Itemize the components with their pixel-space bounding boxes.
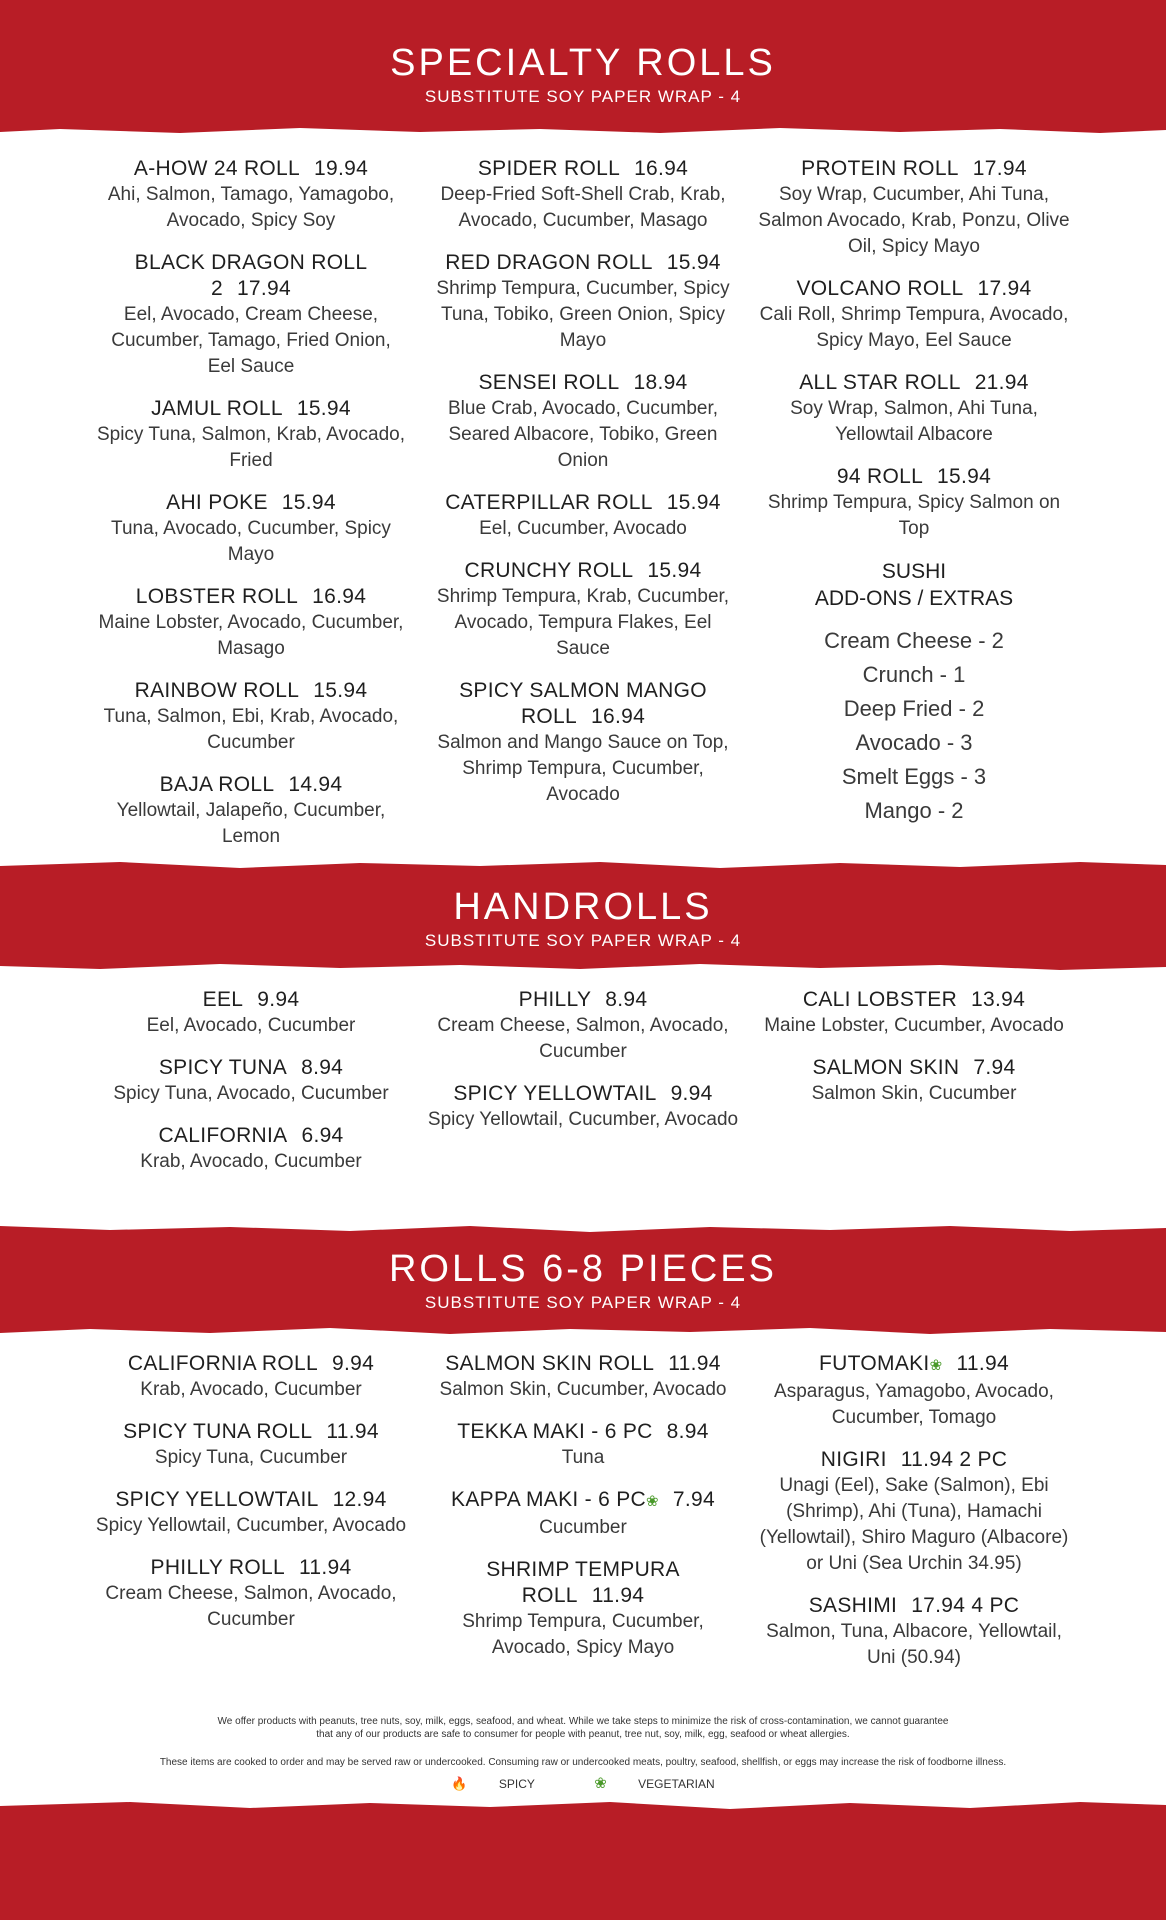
section-subtitle: SUBSTITUTE SOY PAPER WRAP - 4 xyxy=(424,931,742,950)
item-name: BAJA ROLL xyxy=(159,773,275,796)
menu-item xyxy=(427,250,739,354)
menu-item xyxy=(427,558,739,662)
item-name-line xyxy=(95,987,407,1013)
item-price: 19.94 xyxy=(314,157,369,180)
item-name: LOBSTER ROLL xyxy=(135,585,299,608)
menu-item xyxy=(427,1081,739,1133)
item-name: VOLCANO ROLL xyxy=(796,277,964,300)
item-name-line xyxy=(95,1123,407,1149)
item-description: Soy Wrap, Cucumber, Ahi Tuna, Salmon Avocado, Krab, Ponzu, Olive Oil, Spicy Mayo xyxy=(758,184,1070,257)
item-price: 6.94 xyxy=(301,1124,344,1147)
bottom-band xyxy=(0,1811,1166,1920)
item-name-line xyxy=(95,1351,407,1377)
item-name: TEKKA MAKI - 6 PC xyxy=(457,1420,653,1443)
menu-item xyxy=(758,156,1070,260)
menu-item xyxy=(427,987,739,1065)
item-price: 9.94 xyxy=(670,1082,713,1105)
item-price: 7.94 xyxy=(672,1488,715,1511)
item-description: Krab, Avocado, Cucumber xyxy=(140,1151,362,1172)
item-description: Shrimp Tempura, Cucumber, Avocado, Spicy Mayo xyxy=(462,1611,704,1658)
item-name-line xyxy=(427,987,739,1013)
menu-item xyxy=(95,987,407,1039)
brush-edge xyxy=(0,1326,1166,1336)
addon-item: Crunch - 1 xyxy=(862,662,966,687)
item-description: Eel, Avocado, Cream Cheese, Cucumber, Tamago, Fried Onion, Eel Sauce xyxy=(111,304,391,377)
allergy-line-1: We offer products with peanuts, tree nuts, soy, milk, eggs, seafood, and wheat. While we take steps to minimize the risk of cross-contamination, we cannot guarantee xyxy=(217,1716,949,1727)
item-name: AHI POKE xyxy=(166,491,268,514)
item-name: CALIFORNIA ROLL xyxy=(127,1352,318,1375)
rolls-header-band xyxy=(0,1234,1166,1328)
item-name: SPICY YELLOWTAIL xyxy=(115,1488,319,1511)
item-price: 15.94 xyxy=(281,491,336,514)
menu-item xyxy=(427,1419,739,1471)
item-name: PROTEIN ROLL xyxy=(801,157,959,180)
item-price: 15.94 xyxy=(666,251,721,274)
allergy-line-2: that any of our products are safe to consumer for people with peanut, tree nut, soy, milk, egg, seafood or wheat allergies. xyxy=(316,1729,850,1740)
item-price: 12.94 xyxy=(332,1488,387,1511)
item-name-line xyxy=(95,1555,407,1581)
item-name-line xyxy=(758,464,1070,490)
item-price: 15.94 xyxy=(296,397,351,420)
item-name-line xyxy=(427,1487,739,1515)
item-name-line xyxy=(95,156,407,182)
rolls-column-3 xyxy=(758,1351,1070,1687)
item-name: CALI LOBSTER xyxy=(802,988,958,1011)
item-description: Cali Roll, Shrimp Tempura, Avocado, Spicy Mayo, Eel Sauce xyxy=(759,304,1069,351)
item-name-line xyxy=(427,250,739,276)
section-title: SPECIALTY ROLLS xyxy=(390,42,776,84)
item-name: CRUNCHY ROLL xyxy=(464,559,634,582)
brush-edge xyxy=(0,962,1166,972)
item-description: Cream Cheese, Salmon, Avocado, Cucumber xyxy=(105,1583,397,1630)
item-name-line xyxy=(95,1419,407,1445)
item-name-line xyxy=(427,490,739,516)
section-title: ROLLS 6-8 PIECES xyxy=(388,1248,778,1290)
item-price: 16.94 xyxy=(634,157,689,180)
item-description: Spicy Yellowtail, Cucumber, Avocado xyxy=(95,1515,407,1536)
menu-item xyxy=(95,1487,407,1539)
brush-edge xyxy=(0,1224,1166,1234)
menu-item xyxy=(95,490,407,568)
handrolls-column-2 xyxy=(427,987,739,1149)
item-name-line xyxy=(427,678,739,730)
item-price: 17.94 xyxy=(977,277,1032,300)
menu-item xyxy=(95,1351,407,1403)
item-name: SALMON SKIN ROLL xyxy=(445,1352,655,1375)
item-price: 8.94 xyxy=(301,1056,344,1079)
menu-item xyxy=(427,370,739,474)
leaf-icon: ❀ xyxy=(646,1493,659,1510)
section-subtitle: SUBSTITUTE SOY PAPER WRAP - 4 xyxy=(424,87,742,106)
menu-item xyxy=(427,156,739,234)
item-name-line xyxy=(758,1055,1070,1081)
item-description: Salmon Skin, Cucumber xyxy=(811,1083,1017,1104)
item-price: 17.94 xyxy=(972,157,1027,180)
item-price: 17.94 4 PC xyxy=(911,1594,1020,1617)
menu-item xyxy=(427,490,739,542)
item-description: Salmon Skin, Cucumber, Avocado xyxy=(439,1379,727,1400)
item-description: Spicy Tuna, Avocado, Cucumber xyxy=(113,1083,389,1104)
brush-edge xyxy=(0,126,1166,136)
item-name: SPICY TUNA ROLL xyxy=(123,1420,313,1443)
specialty-column-3 xyxy=(758,156,1070,828)
item-name: JAMUL ROLL xyxy=(151,397,283,420)
item-description: Ahi, Salmon, Tamago, Yamagobo, Avocado, Spicy Soy xyxy=(107,184,395,231)
item-description: Eel, Avocado, Cucumber xyxy=(146,1015,356,1036)
menu-item xyxy=(758,1447,1070,1577)
menu-item xyxy=(95,678,407,756)
item-description: Salmon and Mango Sauce on Top, Shrimp Tempura, Cucumber, Avocado xyxy=(437,732,729,805)
item-description: Tuna, Salmon, Ebi, Krab, Avocado, Cucumber xyxy=(103,706,399,753)
item-name: CALIFORNIA xyxy=(158,1124,288,1147)
menu-item xyxy=(95,772,407,850)
item-price: 18.94 xyxy=(633,371,688,394)
addon-item: Deep Fried - 2 xyxy=(843,696,985,721)
menu-item xyxy=(427,1557,739,1661)
addons-title-line-2: ADD-ONS / EXTRAS xyxy=(814,587,1014,610)
item-name-line xyxy=(95,772,407,798)
leaf-icon: ❀ xyxy=(594,1775,607,1792)
item-name: PHILLY xyxy=(518,988,592,1011)
flame-icon: 🔥 xyxy=(451,1776,468,1791)
item-description: Deep-Fried Soft-Shell Crab, Krab, Avocado, Cucumber, Masago xyxy=(440,184,726,231)
item-name-line xyxy=(427,558,739,584)
item-name-line xyxy=(95,678,407,704)
item-price: 9.94 xyxy=(257,988,300,1011)
item-name-line xyxy=(95,584,407,610)
brush-edge xyxy=(0,860,1166,870)
addon-item: Smelt Eggs - 3 xyxy=(841,764,987,789)
addons-list xyxy=(758,624,1070,828)
item-description: Eel, Cucumber, Avocado xyxy=(479,518,687,539)
section-title: HANDROLLS xyxy=(453,886,713,928)
item-price: 11.94 2 PC xyxy=(900,1448,1008,1471)
item-price: 15.94 xyxy=(666,491,721,514)
item-price: 13.94 xyxy=(971,988,1026,1011)
rolls-column-1 xyxy=(95,1351,407,1649)
specialty-column-2 xyxy=(427,156,739,824)
item-price: 8.94 xyxy=(666,1420,709,1443)
item-description: Soy Wrap, Salmon, Ahi Tuna, Yellowtail Albacore xyxy=(790,398,1038,445)
item-name-line xyxy=(427,1557,739,1609)
item-description: Krab, Avocado, Cucumber xyxy=(140,1379,362,1400)
menu-item xyxy=(758,987,1070,1039)
item-name: 94 ROLL xyxy=(836,465,924,488)
handrolls-column-3 xyxy=(758,987,1070,1123)
item-price: 7.94 xyxy=(973,1056,1016,1079)
item-name-line xyxy=(758,156,1070,182)
item-name: NIGIRI xyxy=(820,1448,887,1471)
item-name-line xyxy=(758,1447,1070,1473)
item-name: A-HOW 24 ROLL xyxy=(133,157,301,180)
item-name: SPICY YELLOWTAIL xyxy=(453,1082,657,1105)
item-name-line xyxy=(95,1487,407,1513)
item-name-line xyxy=(95,1055,407,1081)
menu-item xyxy=(758,276,1070,354)
item-description: Cucumber xyxy=(539,1517,627,1538)
item-name-line xyxy=(95,250,407,302)
item-name: BLACK DRAGON ROLL 2 xyxy=(134,251,368,300)
icon-legend xyxy=(0,1774,1166,1792)
item-description: Maine Lobster, Cucumber, Avocado xyxy=(764,1015,1064,1036)
item-price: 15.94 xyxy=(937,465,992,488)
item-name-line xyxy=(427,370,739,396)
handrolls-column-1 xyxy=(95,987,407,1191)
item-name: SALMON SKIN xyxy=(812,1056,960,1079)
item-name-line xyxy=(95,396,407,422)
item-price: 11.94 xyxy=(668,1352,721,1375)
menu-item xyxy=(427,1351,739,1403)
item-name: SPIDER ROLL xyxy=(477,157,621,180)
menu-item xyxy=(758,1351,1070,1431)
raw-food-notice: These items are cooked to order and may be served raw or undercooked. Consuming raw or undercooked meats, poultry, seafood, shellfish, or eggs may increase the risk of foodborne illness. xyxy=(159,1757,1007,1768)
item-description: Maine Lobster, Avocado, Cucumber, Masago xyxy=(98,612,404,659)
item-name-line xyxy=(427,1351,739,1377)
item-description: Spicy Yellowtail, Cucumber, Avocado xyxy=(427,1109,739,1130)
item-description: Spicy Tuna, Salmon, Krab, Avocado, Fried xyxy=(96,424,406,471)
item-description: Blue Crab, Avocado, Cucumber, Seared Albacore, Tobiko, Green Onion xyxy=(447,398,719,471)
item-price: 14.94 xyxy=(288,773,343,796)
menu-item xyxy=(95,1555,407,1633)
item-name: SPICY TUNA xyxy=(158,1056,288,1079)
menu-item xyxy=(758,1593,1070,1671)
item-name-line xyxy=(758,987,1070,1013)
item-description: Asparagus, Yamagobo, Avocado, Cucumber, Tomago xyxy=(774,1381,1054,1428)
item-price: 11.94 xyxy=(326,1420,379,1443)
menu-item xyxy=(758,1055,1070,1107)
item-name-line xyxy=(95,490,407,516)
item-name-line xyxy=(758,370,1070,396)
rolls-column-2 xyxy=(427,1351,739,1677)
item-name: ALL STAR ROLL xyxy=(799,371,961,394)
item-price: 9.94 xyxy=(331,1352,375,1375)
item-name: SPICY SALMON MANGO ROLL xyxy=(459,679,707,728)
item-name-line xyxy=(758,276,1070,302)
leaf-icon: ❀ xyxy=(929,1357,943,1374)
item-description: Cream Cheese, Salmon, Avocado, Cucumber xyxy=(437,1015,729,1062)
legend-vegetarian: ❀ VEGETARIAN xyxy=(594,1775,715,1792)
item-price: 17.94 xyxy=(236,277,292,300)
menu-item xyxy=(95,584,407,662)
allergy-notice xyxy=(120,1715,1046,1741)
legend-spicy: 🔥 SPICY xyxy=(451,1776,535,1791)
item-name: CATERPILLAR ROLL xyxy=(445,491,653,514)
item-name: SENSEI ROLL xyxy=(478,371,620,394)
menu-item xyxy=(95,396,407,474)
menu-item xyxy=(95,1419,407,1471)
menu-item xyxy=(95,250,407,380)
item-description: Tuna xyxy=(561,1447,605,1468)
item-description: Salmon, Tuna, Albacore, Yellowtail, Uni (50.94) xyxy=(766,1621,1062,1668)
menu-item xyxy=(758,464,1070,542)
item-price: 16.94 xyxy=(312,585,367,608)
item-price: 15.94 xyxy=(647,559,702,582)
menu-item xyxy=(95,1123,407,1175)
item-description: Yellowtail, Jalapeño, Cucumber, Lemon xyxy=(116,800,386,847)
addon-item: Cream Cheese - 2 xyxy=(824,628,1004,653)
item-price: 8.94 xyxy=(605,988,648,1011)
item-name: PHILLY ROLL xyxy=(150,1556,285,1579)
specialty-column-1 xyxy=(95,156,407,866)
item-description: Shrimp Tempura, Spicy Salmon on Top xyxy=(767,492,1061,539)
item-price: 21.94 xyxy=(974,371,1029,394)
item-name-line xyxy=(758,1351,1070,1379)
section-subtitle: SUBSTITUTE SOY PAPER WRAP - 4 xyxy=(424,1293,742,1312)
item-name: FUTOMAKI xyxy=(819,1352,930,1375)
menu-item xyxy=(95,156,407,234)
item-name: SHRIMP TEMPURA ROLL xyxy=(486,1558,680,1607)
menu-item xyxy=(427,1487,739,1541)
handrolls-header-band xyxy=(0,870,1166,964)
addon-item: Avocado - 3 xyxy=(855,730,973,755)
item-name: EEL xyxy=(202,988,244,1011)
specialty-header-band xyxy=(0,0,1166,128)
menu-item xyxy=(427,678,739,808)
item-description: Unagi (Eel), Sake (Salmon), Ebi (Shrimp), Ahi (Tuna), Hamachi (Yellowtail), Shiro Maguro (Albacore) or Uni (Sea Urchin 34.95) xyxy=(759,1475,1069,1574)
addons-title-line-1: SUSHI xyxy=(881,560,947,583)
item-description: Shrimp Tempura, Cucumber, Spicy Tuna, Tobiko, Green Onion, Spicy Mayo xyxy=(436,278,730,351)
item-price: 11.94 xyxy=(956,1352,1009,1375)
item-name: RAINBOW ROLL xyxy=(134,679,300,702)
item-price: 15.94 xyxy=(313,679,368,702)
menu-item xyxy=(758,370,1070,448)
item-price: 16.94 xyxy=(591,705,646,728)
item-description: Spicy Tuna, Cucumber xyxy=(154,1447,348,1468)
addon-item: Mango - 2 xyxy=(864,798,964,823)
item-name-line xyxy=(427,156,739,182)
menu-item xyxy=(95,1055,407,1107)
item-description: Shrimp Tempura, Krab, Cucumber, Avocado, Tempura Flakes, Eel Sauce xyxy=(436,586,730,659)
item-name-line xyxy=(427,1419,739,1445)
item-name: KAPPA MAKI - 6 PC xyxy=(451,1488,646,1511)
item-description: Tuna, Avocado, Cucumber, Spicy Mayo xyxy=(111,518,391,565)
item-price: 11.94 xyxy=(591,1584,645,1607)
item-price: 11.94 xyxy=(298,1556,352,1579)
item-name-line xyxy=(427,1081,739,1107)
item-name: RED DRAGON ROLL xyxy=(445,251,653,274)
item-name-line xyxy=(758,1593,1070,1619)
item-name: SASHIMI xyxy=(808,1594,898,1617)
